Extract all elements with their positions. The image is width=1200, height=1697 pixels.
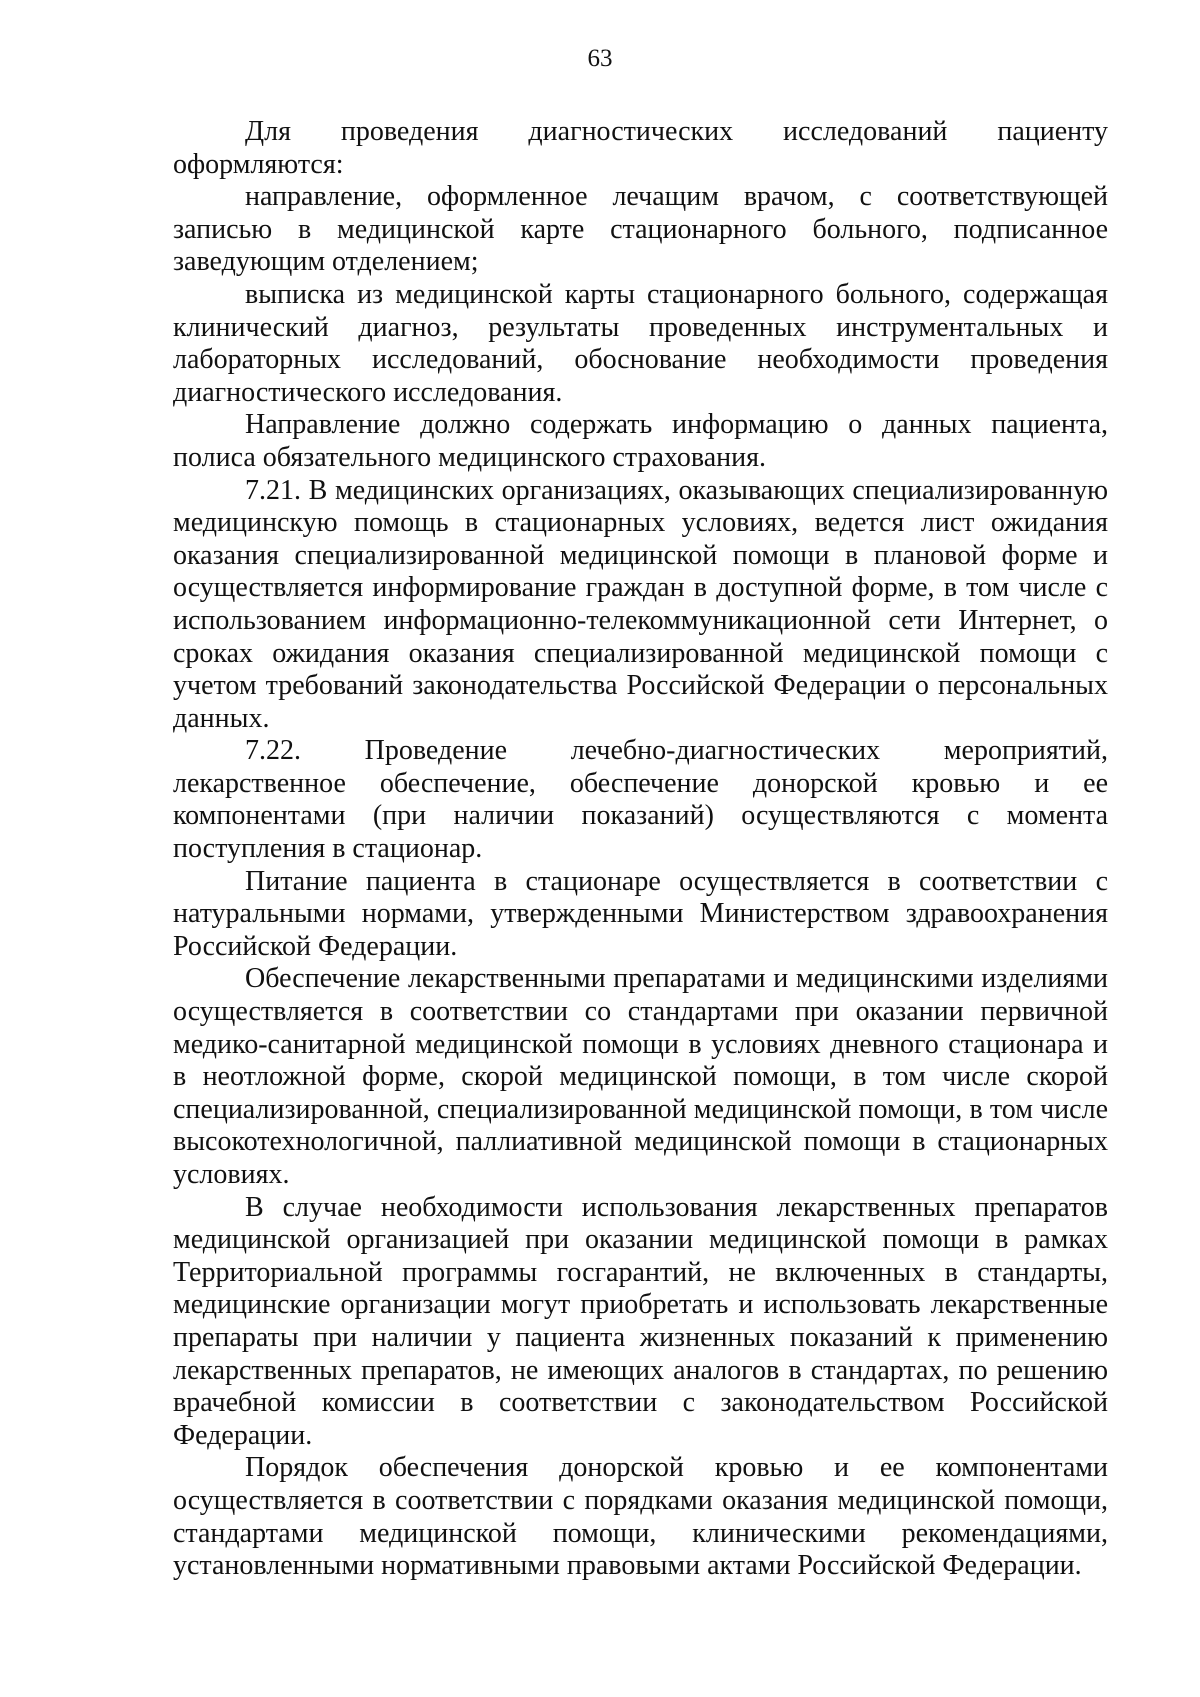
paragraph-extract: выписка из медицинской карты стационарного больного, содержащая клинический диагноз, результаты проведенных инструментальных и лабораторных исследований, обоснование необходимости проведения диагностического исследования. (173, 278, 1108, 408)
page-number: 63 (587, 45, 613, 72)
paragraph-7-22: 7.22. Проведение лечебно-диагностических мероприятий, лекарственное обеспечение, обеспечение донорской кровью и ее компонентами (при наличии показаний) осуществляются с момента поступления в стационар. (173, 735, 1108, 865)
paragraph-drug-procurement: В случае необходимости использования лекарственных препаратов медицинской организацией при оказании медицинской помощи в рамках Территориальной программы госгарантий, не включенных в стандарты, медицинские организации могут приобретать и использовать лекарственные препараты при наличии у пациента жизненных показаний к применению лекарственных препаратов, не имеющих аналогов в стандартах, по решению врачебной комиссии в соответствии с законодательством Российской Федерации. (173, 1191, 1108, 1451)
document-body (173, 116, 1108, 1583)
paragraph-diagnostics-intro: Для проведения диагностических исследований пациенту оформляются: (173, 116, 1108, 180)
paragraph-blood-provision: Порядок обеспечения донорской кровью и ее компонентами осуществляется в соответствии с порядками оказания медицинской помощи, стандартами медицинской помощи, клиническими рекомендациями, установленными нормативными правовыми актами Российской Федерации. (173, 1452, 1108, 1582)
paragraph-7-21: 7.21. В медицинских организациях, оказывающих специализированную медицинскую помощь в стационарных условиях, ведется лист ожидания оказания специализированной медицинской помощи в плановой форме и осуществляется информирование граждан в доступной форме, в том числе с использованием информационно-телекоммуникационной сети Интернет, о сроках ожидания оказания специализированной медицинской помощи с учетом требований законодательства Российской Федерации о персональных данных. (173, 474, 1108, 734)
paragraph-referral-content: Направление должно содержать информацию о данных пациента, полиса обязательного медицинского страхования. (173, 409, 1108, 473)
paragraph-referral: направление, оформленное лечащим врачом, с соответствующей записью в медицинской карте стационарного больного, подписанное заведующим отделением; (173, 181, 1108, 278)
paragraph-drug-provision: Обеспечение лекарственными препаратами и медицинскими изделиями осуществляется в соответствии со стандартами при оказании первичной медико-санитарной медицинской помощи в условиях дневного стационара и в неотложной форме, скорой медицинской помощи, в том числе скорой специализированной, специализированной медицинской помощи, в том числе высокотехнологичной, паллиативной медицинской помощи в стационарных условиях. (173, 963, 1108, 1190)
paragraph-nutrition: Питание пациента в стационаре осуществляется в соответствии с натуральными нормами, утвержденными Министерством здравоохранения Российской Федерации. (173, 865, 1108, 962)
